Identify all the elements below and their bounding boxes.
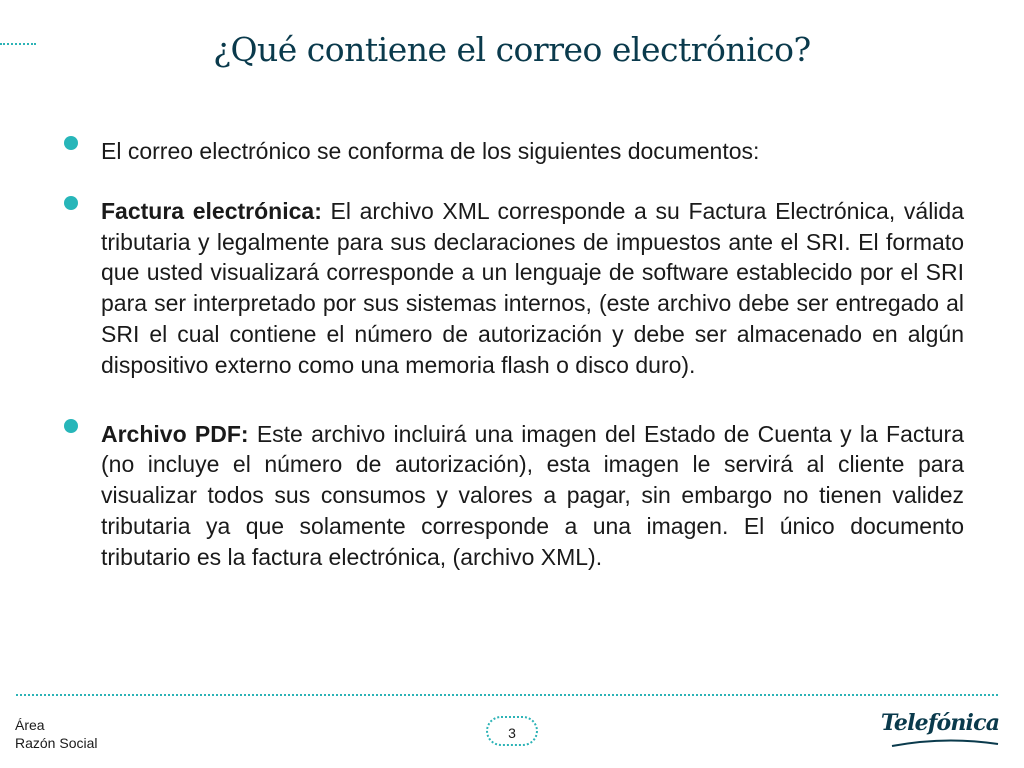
page-number-badge: 3 <box>486 716 538 746</box>
bullet-dot-icon <box>64 196 78 210</box>
bullet-lead: Factura electrónica: <box>101 197 322 224</box>
bullet-body: Este archivo incluirá una imagen del Estado de Cuenta y la Factura (no incluye el número de autorización), esta imagen le servirá al cliente para visualizar todos sus consumos y valores a pagar, sin embargo no tienen validez tributaria ya que solamente corresponde a una imagen. El único documento tributario es la factura electrónica, (archivo XML). <box>101 420 964 570</box>
bullet-dot-icon <box>64 419 78 433</box>
logo-wordmark: Telefónica <box>880 710 1000 736</box>
bullet-text <box>101 138 759 164</box>
bullet-text <box>101 421 964 570</box>
bullet-text <box>101 198 964 378</box>
footer-company-label: Razón Social <box>15 735 98 751</box>
logo-swoosh-icon <box>890 738 1000 750</box>
footer-labels <box>15 716 98 752</box>
footer-dotted-divider <box>16 694 998 696</box>
bullet-item-documents <box>62 136 964 167</box>
telefonica-logo <box>880 702 1010 754</box>
slide-title: ¿Qué contiene el correo electrónico? <box>213 30 811 69</box>
corner-dotted-accent <box>0 43 36 45</box>
bullet-dot-icon <box>64 136 78 150</box>
footer-area-label: Área <box>15 717 45 733</box>
bullet-lead: Archivo PDF: <box>101 420 249 447</box>
bullet-body: El archivo XML corresponde a su Factura Electrónica, válida tributaria y legalmente para sus declaraciones de impuestos ante el SRI. El formato que usted visualizará corresponde a un lenguaje de software establecido por el SRI para ser interpretado por sus sistemas internos, (este archivo debe ser entregado al SRI el cual contiene el número de autorización y debe ser almacenado en algún dispositivo externo como una memoria flash o disco duro). <box>101 197 964 378</box>
bullet-item-pdf <box>62 419 964 573</box>
bullet-list <box>62 136 964 573</box>
bullet-item-factura <box>62 196 964 381</box>
bullet-body: El correo electrónico se conforma de los siguientes documentos: <box>101 138 760 164</box>
